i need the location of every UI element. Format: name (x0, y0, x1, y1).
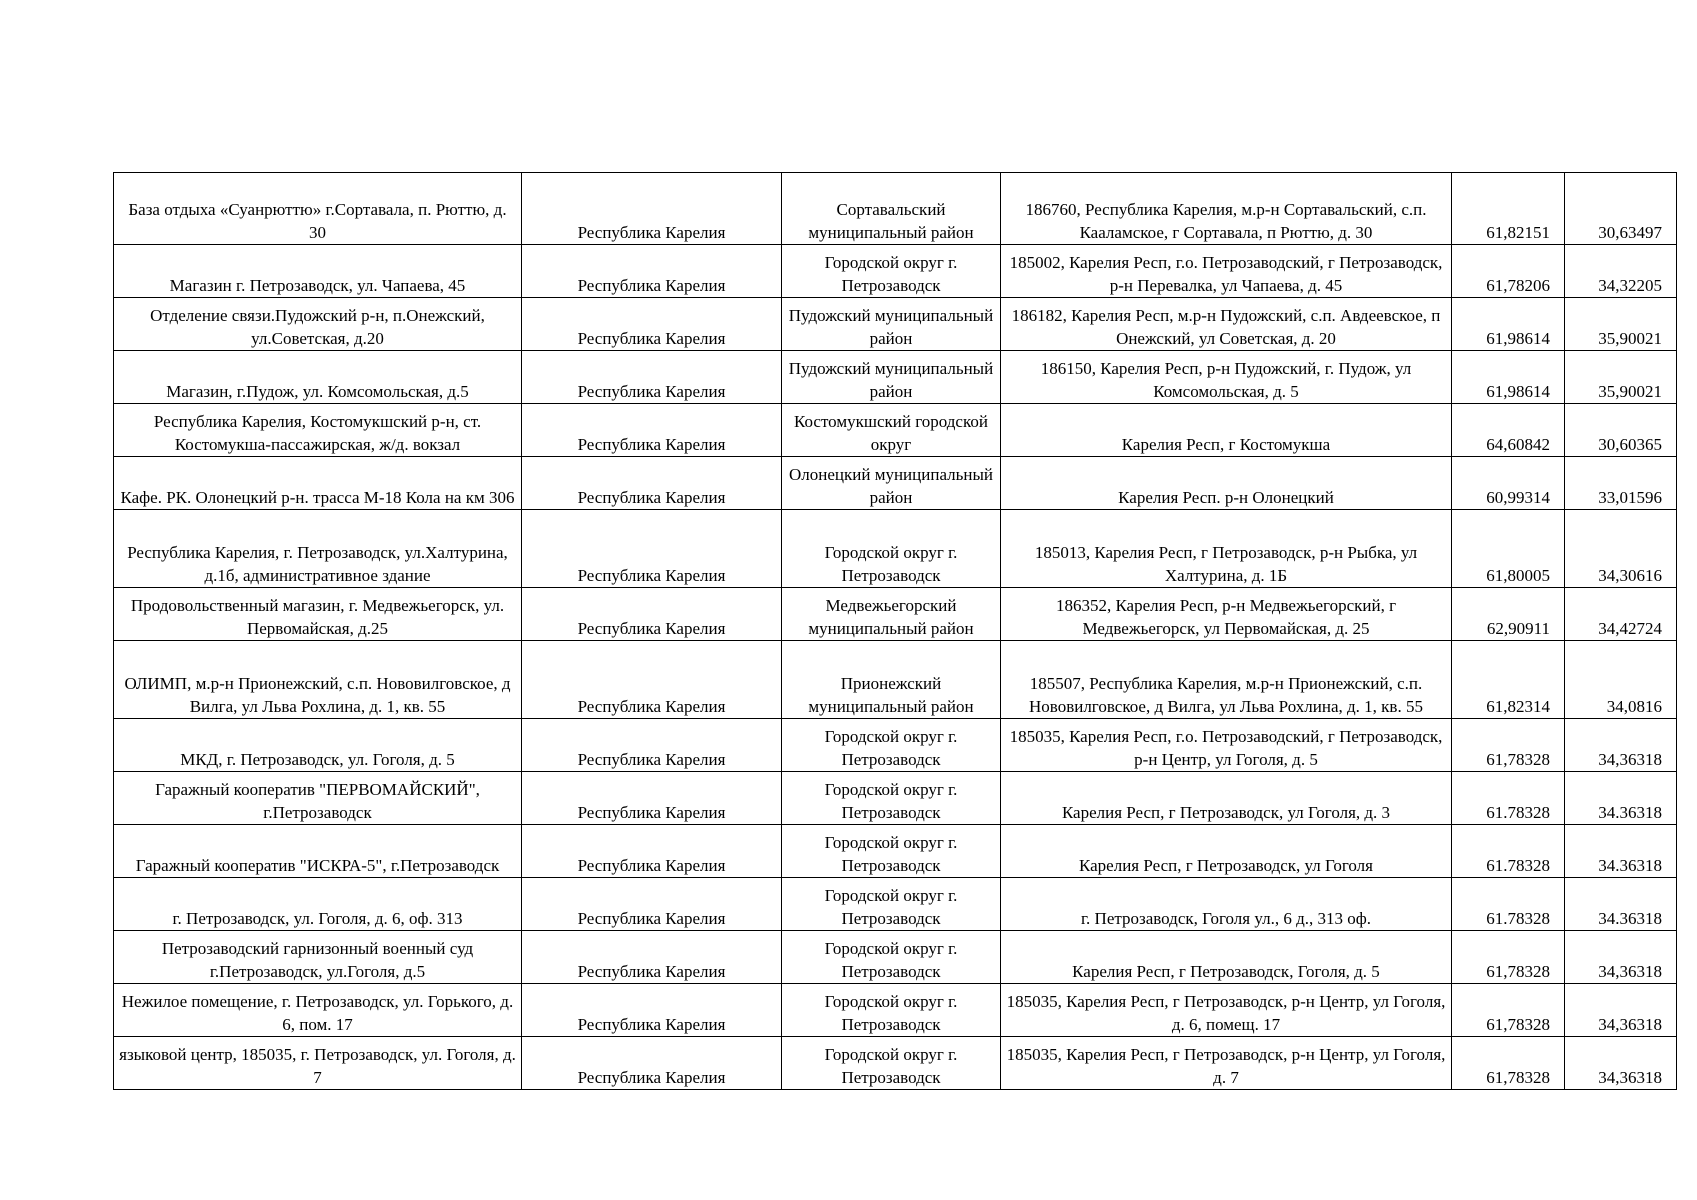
address-table-body (114, 173, 1677, 1090)
municipality-cell: Городской округ г. Петрозаводск (782, 931, 1001, 984)
latitude-cell: 61.78328 (1452, 772, 1565, 825)
latitude-cell: 61,98614 (1452, 298, 1565, 351)
longitude-cell: 34,32205 (1565, 245, 1677, 298)
table-row (114, 404, 1677, 457)
longitude-cell: 35,90021 (1565, 298, 1677, 351)
municipality-cell: Городской округ г. Петрозаводск (782, 984, 1001, 1037)
region-cell: Республика Карелия (522, 457, 782, 510)
longitude-cell: 34,30616 (1565, 510, 1677, 588)
table-row (114, 878, 1677, 931)
object-name-cell: г. Петрозаводск, ул. Гоголя, д. 6, оф. 313 (114, 878, 522, 931)
object-name-cell: Республика Карелия, Костомукшский р-н, ст. Костомукша-пассажирская, ж/д. вокзал (114, 404, 522, 457)
longitude-cell: 34.36318 (1565, 825, 1677, 878)
object-name-cell: языковой центр, 185035, г. Петрозаводск, ул. Гоголя, д. 7 (114, 1037, 522, 1090)
region-cell: Республика Карелия (522, 641, 782, 719)
municipality-cell: Городской округ г. Петрозаводск (782, 825, 1001, 878)
latitude-cell: 61,78328 (1452, 984, 1565, 1037)
address-cell: 186760, Республика Карелия, м.р-н Сортавальский, с.п. Кааламское, г Сортавала, п Рюттю, д. 30 (1001, 173, 1452, 245)
object-name-cell: Отделение связи.Пудожский р-н, п.Онежский, ул.Советская, д.20 (114, 298, 522, 351)
table-row (114, 641, 1677, 719)
municipality-cell: Городской округ г. Петрозаводск (782, 719, 1001, 772)
latitude-cell: 61,78206 (1452, 245, 1565, 298)
region-cell: Республика Карелия (522, 588, 782, 641)
address-cell: 186182, Карелия Респ, м.р-н Пудожский, с.п. Авдеевское, п Онежский, ул Советская, д. 20 (1001, 298, 1452, 351)
municipality-cell: Сортавальский муниципальный район (782, 173, 1001, 245)
address-cell: 186352, Карелия Респ, р-н Медвежьегорский, г Медвежьегорск, ул Первомайская, д. 25 (1001, 588, 1452, 641)
table-row (114, 510, 1677, 588)
table-row (114, 298, 1677, 351)
table-row (114, 173, 1677, 245)
object-name-cell: ОЛИМП, м.р-н Прионежский, с.п. Нововилговское, д Вилга, ул Льва Рохлина, д. 1, кв. 55 (114, 641, 522, 719)
latitude-cell: 61,78328 (1452, 1037, 1565, 1090)
object-name-cell: Продовольственный магазин, г. Медвежьегорск, ул. Первомайская, д.25 (114, 588, 522, 641)
latitude-cell: 60,99314 (1452, 457, 1565, 510)
municipality-cell: Пудожский муниципальный район (782, 298, 1001, 351)
address-cell: 185035, Карелия Респ, г Петрозаводск, р-н Центр, ул Гоголя, д. 6, помещ. 17 (1001, 984, 1452, 1037)
region-cell: Республика Карелия (522, 510, 782, 588)
municipality-cell: Городской округ г. Петрозаводск (782, 510, 1001, 588)
address-cell: Карелия Респ, г Петрозаводск, ул Гоголя, д. 3 (1001, 772, 1452, 825)
longitude-cell: 30,60365 (1565, 404, 1677, 457)
table-row (114, 772, 1677, 825)
latitude-cell: 61,82314 (1452, 641, 1565, 719)
municipality-cell: Пудожский муниципальный район (782, 351, 1001, 404)
municipality-cell: Олонецкий муниципальный район (782, 457, 1001, 510)
object-name-cell: Магазин г. Петрозаводск, ул. Чапаева, 45 (114, 245, 522, 298)
municipality-cell: Городской округ г. Петрозаводск (782, 772, 1001, 825)
longitude-cell: 33,01596 (1565, 457, 1677, 510)
address-cell: Карелия Респ. р-н Олонецкий (1001, 457, 1452, 510)
longitude-cell: 34,36318 (1565, 1037, 1677, 1090)
region-cell: Республика Карелия (522, 931, 782, 984)
municipality-cell: Городской округ г. Петрозаводск (782, 1037, 1001, 1090)
object-name-cell: Республика Карелия, г. Петрозаводск, ул.Халтурина, д.1б, административное здание (114, 510, 522, 588)
latitude-cell: 61,78328 (1452, 719, 1565, 772)
latitude-cell: 61,78328 (1452, 931, 1565, 984)
object-name-cell: Гаражный кооператив "ИСКРА-5", г.Петрозаводск (114, 825, 522, 878)
object-name-cell: Магазин, г.Пудож, ул. Комсомольская, д.5 (114, 351, 522, 404)
address-cell: 185507, Республика Карелия, м.р-н Прионежский, с.п. Нововилговское, д Вилга, ул Льва Рохлина, д. 1, кв. 55 (1001, 641, 1452, 719)
latitude-cell: 64,60842 (1452, 404, 1565, 457)
table-row (114, 457, 1677, 510)
table-row (114, 825, 1677, 878)
municipality-cell: Прионежский муниципальный район (782, 641, 1001, 719)
table-row (114, 588, 1677, 641)
address-cell: г. Петрозаводск, Гоголя ул., 6 д., 313 оф. (1001, 878, 1452, 931)
municipality-cell: Костомукшский городской округ (782, 404, 1001, 457)
longitude-cell: 34,36318 (1565, 984, 1677, 1037)
municipality-cell: Медвежьегорский муниципальный район (782, 588, 1001, 641)
latitude-cell: 62,90911 (1452, 588, 1565, 641)
longitude-cell: 30,63497 (1565, 173, 1677, 245)
region-cell: Республика Карелия (522, 719, 782, 772)
latitude-cell: 61,98614 (1452, 351, 1565, 404)
object-name-cell: Петрозаводский гарнизонный военный суд г.Петрозаводск, ул.Гоголя, д.5 (114, 931, 522, 984)
object-name-cell: Гаражный кооператив "ПЕРВОМАЙСКИЙ", г.Петрозаводск (114, 772, 522, 825)
longitude-cell: 34,0816 (1565, 641, 1677, 719)
latitude-cell: 61,80005 (1452, 510, 1565, 588)
longitude-cell: 34.36318 (1565, 772, 1677, 825)
object-name-cell: База отдыха «Суанрюттю» г.Сортавала, п. Рюттю, д. 30 (114, 173, 522, 245)
municipality-cell: Городской округ г. Петрозаводск (782, 245, 1001, 298)
region-cell: Республика Карелия (522, 404, 782, 457)
region-cell: Республика Карелия (522, 1037, 782, 1090)
municipality-cell: Городской округ г. Петрозаводск (782, 878, 1001, 931)
table-row (114, 984, 1677, 1037)
object-name-cell: Нежилое помещение, г. Петрозаводск, ул. Горького, д. 6, пом. 17 (114, 984, 522, 1037)
table-row (114, 351, 1677, 404)
address-cell: 185013, Карелия Респ, г Петрозаводск, р-н Рыбка, ул Халтурина, д. 1Б (1001, 510, 1452, 588)
table-row (114, 719, 1677, 772)
table-row (114, 931, 1677, 984)
region-cell: Республика Карелия (522, 772, 782, 825)
region-cell: Республика Карелия (522, 878, 782, 931)
table-row (114, 245, 1677, 298)
longitude-cell: 35,90021 (1565, 351, 1677, 404)
object-name-cell: Кафе. РК. Олонецкий р-н. трасса М-18 Кола на км 306 (114, 457, 522, 510)
address-cell: Карелия Респ, г Петрозаводск, ул Гоголя (1001, 825, 1452, 878)
address-cell: 185035, Карелия Респ, г.о. Петрозаводский, г Петрозаводск, р-н Центр, ул Гоголя, д. 5 (1001, 719, 1452, 772)
address-table (113, 172, 1677, 1090)
region-cell: Республика Карелия (522, 298, 782, 351)
address-cell: 186150, Карелия Респ, р-н Пудожский, г. Пудож, ул Комсомольская, д. 5 (1001, 351, 1452, 404)
latitude-cell: 61.78328 (1452, 825, 1565, 878)
longitude-cell: 34,42724 (1565, 588, 1677, 641)
longitude-cell: 34,36318 (1565, 931, 1677, 984)
latitude-cell: 61.78328 (1452, 878, 1565, 931)
region-cell: Республика Карелия (522, 173, 782, 245)
region-cell: Республика Карелия (522, 245, 782, 298)
longitude-cell: 34,36318 (1565, 719, 1677, 772)
address-cell: 185035, Карелия Респ, г Петрозаводск, р-н Центр, ул Гоголя, д. 7 (1001, 1037, 1452, 1090)
longitude-cell: 34.36318 (1565, 878, 1677, 931)
address-cell: 185002, Карелия Респ, г.о. Петрозаводский, г Петрозаводск, р-н Перевалка, ул Чапаева, д. 45 (1001, 245, 1452, 298)
address-cell: Карелия Респ, г Костомукша (1001, 404, 1452, 457)
latitude-cell: 61,82151 (1452, 173, 1565, 245)
region-cell: Республика Карелия (522, 984, 782, 1037)
region-cell: Республика Карелия (522, 351, 782, 404)
region-cell: Республика Карелия (522, 825, 782, 878)
object-name-cell: МКД, г. Петрозаводск, ул. Гоголя, д. 5 (114, 719, 522, 772)
address-cell: Карелия Респ, г Петрозаводск, Гоголя, д. 5 (1001, 931, 1452, 984)
table-row (114, 1037, 1677, 1090)
